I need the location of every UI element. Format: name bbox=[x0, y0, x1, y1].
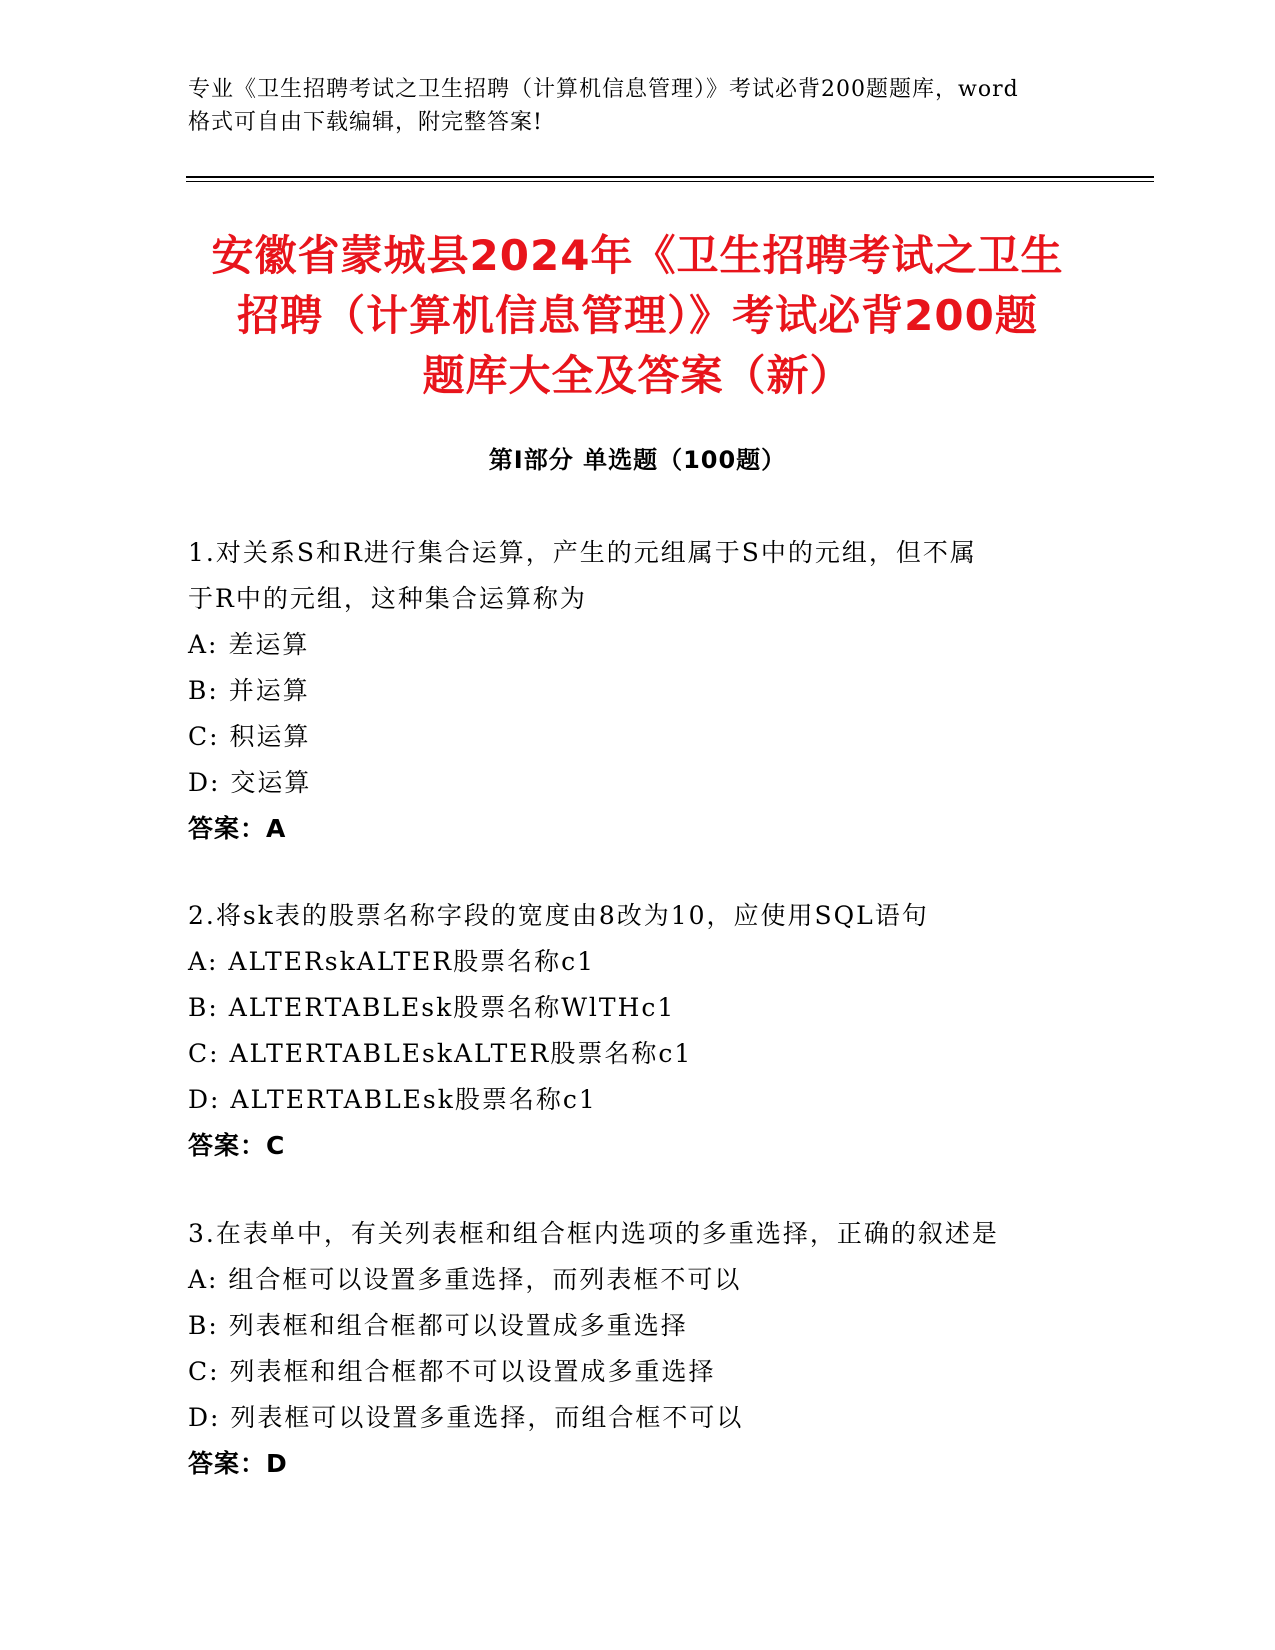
question-stem-line: 2.将sk表的股票名称字段的宽度由8改为10，应使用SQL语句 bbox=[188, 901, 929, 930]
header-note-line-1: 专业《卫生招聘考试之卫生招聘（计算机信息管理）》考试必背200题题库，word bbox=[188, 77, 1019, 102]
option-d: D: ALTERTABLEsk股票名称c1 bbox=[188, 1085, 597, 1114]
question-stem-line: 3.在表单中，有关列表框和组合框内选项的多重选择，正确的叙述是 bbox=[188, 1219, 999, 1248]
title-line-1: 安徽省蒙城县2024年《卫生招聘考试之卫生 bbox=[211, 231, 1064, 280]
document-title bbox=[150, 226, 1125, 406]
answer: 答案：A bbox=[188, 814, 287, 843]
header-note bbox=[188, 73, 1088, 139]
option-c: C: 积运算 bbox=[188, 722, 311, 751]
title-line-2: 招聘（计算机信息管理）》考试必背200题 bbox=[237, 291, 1038, 340]
option-d: D: 交运算 bbox=[188, 768, 312, 797]
option-a: A: ALTERskALTER股票名称c1 bbox=[188, 947, 596, 976]
option-b: B: ALTERTABLEsk股票名称WlTHc1 bbox=[188, 993, 676, 1022]
option-a: A: 组合框可以设置多重选择，而列表框不可以 bbox=[188, 1265, 742, 1294]
option-d: D: 列表框可以设置多重选择，而组合框不可以 bbox=[188, 1403, 744, 1432]
header-divider-thick bbox=[186, 176, 1154, 178]
option-c: C: 列表框和组合框都不可以设置成多重选择 bbox=[188, 1357, 716, 1386]
question-stem-line: 1.对关系S和R进行集合运算，产生的元组属于S中的元组，但不属 bbox=[188, 538, 977, 567]
question-3 bbox=[188, 1211, 1088, 1487]
header-note-line-2: 格式可自由下载编辑，附完整答案! bbox=[188, 110, 543, 135]
answer: 答案：D bbox=[188, 1449, 288, 1478]
section-heading: 第Ⅰ部分 单选题（100题） bbox=[488, 446, 787, 474]
option-c: C: ALTERTABLEskALTER股票名称c1 bbox=[188, 1039, 693, 1068]
option-b: B: 列表框和组合框都可以设置成多重选择 bbox=[188, 1311, 688, 1340]
option-a: A: 差运算 bbox=[188, 630, 310, 659]
option-b: B: 并运算 bbox=[188, 676, 310, 705]
question-1 bbox=[188, 530, 1088, 852]
question-2 bbox=[188, 893, 1088, 1169]
question-stem-line: 于R中的元组，这种集合运算称为 bbox=[188, 584, 587, 613]
header-divider-thin bbox=[186, 181, 1154, 182]
title-line-3: 题库大全及答案（新） bbox=[422, 351, 853, 400]
answer: 答案：C bbox=[188, 1131, 286, 1160]
